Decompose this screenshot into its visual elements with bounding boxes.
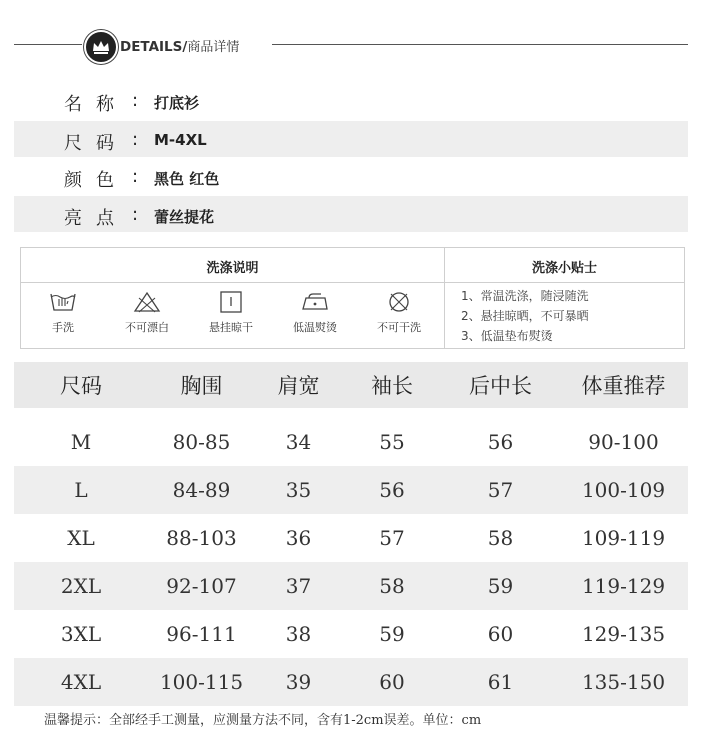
table-row [14,418,688,466]
table-cell: 84-89 [148,466,255,514]
table-cell: 3XL [60,622,102,646]
table-cell: 35 [255,466,342,514]
table-cell: 60 [487,622,514,646]
details-header [14,28,688,62]
table-cell: 129-135 [581,622,666,646]
info-colon: : [132,129,139,150]
care-divider [444,248,445,348]
table-cell: 59 [442,562,559,610]
measurement-note: 温馨提示：全部经手工测量，应测量方法不同，含有1-2cm误差。单位：cm [44,713,482,728]
table-cell: 100-115 [148,658,255,706]
header-cell: 肩宽 [255,362,342,408]
table-cell: 100-109 [559,466,688,514]
table-cell: 57 [442,466,559,514]
table-cell: 92-107 [148,562,255,610]
table-row [14,610,688,658]
care-tips-title: 洗涤小贴士 [531,261,597,276]
table-cell: 34 [285,430,312,454]
header-cell: 袖长 [342,362,442,408]
header-cell: 体重推荐 [559,362,688,408]
table-cell: 80-85 [172,430,231,454]
table-cell: 88-103 [166,526,237,550]
divider-line [272,44,688,45]
info-row-highlight [14,196,688,232]
table-cell: 60 [342,658,442,706]
table-cell: 4XL [14,658,148,706]
table-cell: 56 [487,430,514,454]
table-row [14,658,688,706]
hang-dry-icon [217,290,245,314]
info-colon: : [132,204,139,225]
size-table-header [14,362,688,408]
table-spacer [14,408,688,418]
section-title-en: DETAILS/ [120,39,188,55]
care-item-label: 不可漂白 [125,321,169,334]
care-item-label: 低温熨烫 [293,321,337,334]
table-cell: 109-119 [581,526,666,550]
care-item-label: 悬挂晾干 [209,321,253,334]
care-item-hang-dry [189,290,273,335]
table-cell: 2XL [14,562,148,610]
info-key: 尺码 [64,133,128,154]
no-bleach-icon [133,290,161,314]
size-table [14,362,688,706]
table-cell: 61 [442,658,559,706]
low-iron-icon [299,290,331,314]
table-cell: XL [67,526,95,550]
header-cell: 胸围 [148,362,255,408]
info-row-color [14,158,688,194]
table-cell: 90-100 [588,430,659,454]
table-cell: 59 [379,622,405,646]
care-item-no-bleach [105,290,189,335]
info-colon: : [132,90,139,111]
table-cell: 37 [255,562,342,610]
table-cell: 58 [487,526,514,550]
care-tip: 2、悬挂晾晒，不可暴晒 [461,309,589,323]
care-item-label: 手洗 [52,321,74,334]
info-row-name [14,82,688,118]
info-row-size [14,121,688,157]
care-item-no-dry-clean [357,290,441,335]
care-tip: 3、低温垫布熨烫 [461,329,553,343]
table-row [14,466,688,514]
table-cell: 57 [379,526,405,550]
table-cell: 39 [255,658,342,706]
hand-wash-icon [49,290,77,314]
info-value: 蕾丝提花 [154,208,215,226]
care-tips [461,286,589,346]
info-colon: : [132,166,139,187]
care-divider [21,282,684,283]
divider-line [14,44,82,45]
header-cell: 后中长 [442,362,559,408]
table-cell: 135-150 [559,658,688,706]
info-value: M-4XL [154,131,207,149]
no-dry-clean-icon [385,290,413,314]
care-title: 洗涤说明 [206,261,259,276]
section-title [120,36,239,55]
info-key: 名称 [64,94,128,115]
table-cell: M [70,430,92,454]
info-value: 黑色 红色 [154,170,220,188]
table-row [14,562,688,610]
crown-logo-icon [84,30,118,64]
table-row [14,514,688,562]
table-cell: 58 [342,562,442,610]
info-value: 打底衫 [154,94,200,112]
care-tip: 1、常温洗涤，随浸随洗 [461,289,589,303]
table-cell: 55 [379,430,405,454]
table-cell: 56 [342,466,442,514]
care-item-label: 不可干洗 [377,321,421,334]
table-cell: 36 [285,526,312,550]
table-cell: 38 [285,622,312,646]
table-cell: 96-111 [166,622,237,646]
info-key: 亮点 [64,208,128,229]
care-instructions [20,247,685,349]
section-title-cn: 商品详情 [187,40,240,55]
table-cell: L [14,466,148,514]
table-cell: 119-129 [559,562,688,610]
header-cell: 尺码 [14,362,148,408]
care-item-hand-wash [21,290,105,335]
info-key: 颜色 [64,170,128,191]
care-item-low-iron [273,290,357,335]
